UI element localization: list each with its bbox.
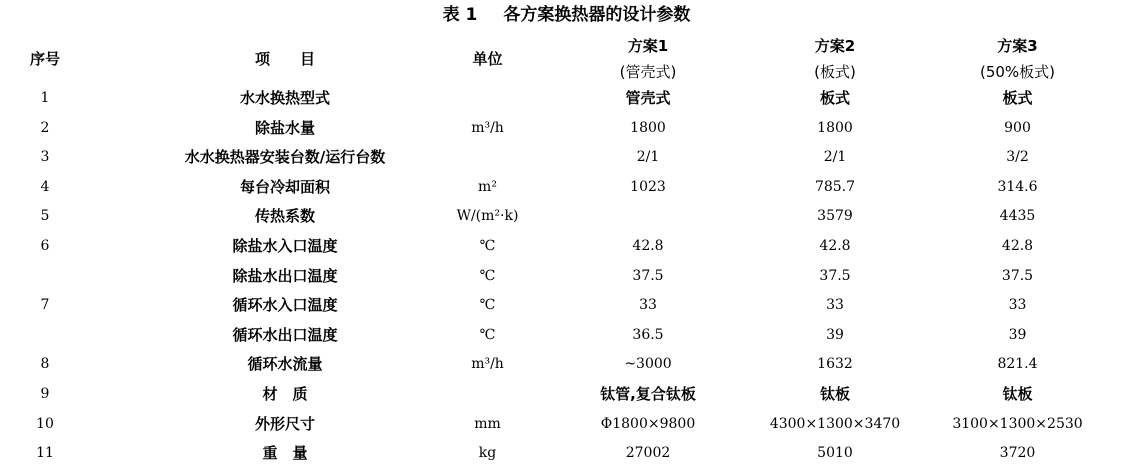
row-item: 传热系数 xyxy=(254,207,315,226)
row-item: 材 质 xyxy=(262,385,308,403)
header-plan1 xyxy=(573,32,723,86)
row-plan3-value: 42.8 xyxy=(1001,238,1034,254)
table-row xyxy=(0,380,1133,410)
row-unit: m² xyxy=(478,178,497,195)
header-unit xyxy=(420,32,555,86)
row-plan3-value: 821.4 xyxy=(997,356,1038,373)
row-plan3-value: 33 xyxy=(1008,297,1027,314)
row-plan3-value: 3720 xyxy=(999,445,1036,462)
row-plan1-value: 1800 xyxy=(630,119,666,136)
table-row xyxy=(0,350,1133,380)
row-number: 8 xyxy=(40,356,50,373)
row-unit xyxy=(420,380,555,410)
row-number: 7 xyxy=(40,297,50,314)
row-unit: m³/h xyxy=(471,356,504,373)
row-plan2-value: 2/1 xyxy=(823,149,847,166)
row-plan2-value: 33 xyxy=(826,297,844,314)
row-plan2-value: 板式 xyxy=(819,89,850,107)
row-plan2-value: 39 xyxy=(826,326,844,343)
row-unit: ℃ xyxy=(479,267,496,284)
row-plan3-value: 37.5 xyxy=(1001,267,1034,284)
row-plan3-value: 板式 xyxy=(1002,89,1033,107)
row-plan1-value: 36.5 xyxy=(632,326,664,343)
header-item-label: 项 目 xyxy=(254,50,315,68)
row-plan3-value: 314.6 xyxy=(997,178,1038,195)
row-plan1-value: 33 xyxy=(639,297,657,314)
row-plan2-value: 3579 xyxy=(817,208,853,225)
table-row xyxy=(0,114,1133,144)
row-unit: ℃ xyxy=(479,238,496,254)
row-plan1-value: 管壳式 xyxy=(625,89,671,107)
table-number: 表 1 xyxy=(442,5,478,25)
row-unit: W/(m²·k) xyxy=(456,208,519,225)
row-number: 5 xyxy=(40,208,50,225)
table-row xyxy=(0,232,1133,262)
row-unit xyxy=(420,84,555,114)
header-unit-label: 单位 xyxy=(472,50,503,68)
row-number: 10 xyxy=(36,415,54,432)
row-plan1-value: 37.5 xyxy=(632,267,664,284)
table-row xyxy=(0,291,1133,321)
row-number: 11 xyxy=(36,445,54,462)
table-row xyxy=(0,262,1133,292)
row-item: 除盐水量 xyxy=(254,118,315,137)
row-item: 每台冷却面积 xyxy=(239,177,330,196)
table-row xyxy=(0,143,1133,173)
row-plan1-value: ~3000 xyxy=(624,356,672,373)
row-plan1-value: 42.8 xyxy=(632,238,664,254)
row-number xyxy=(10,321,80,351)
row-unit: mm xyxy=(474,415,501,432)
row-item: 除盐水入口温度 xyxy=(232,237,338,255)
row-item: 循环水流量 xyxy=(247,355,323,374)
row-plan1-value: 2/1 xyxy=(636,149,660,166)
header-plan2-name: 方案2 xyxy=(814,37,856,55)
row-number: 1 xyxy=(40,90,50,106)
table-row xyxy=(0,202,1133,232)
table-row xyxy=(0,321,1133,351)
row-number xyxy=(10,262,80,292)
row-plan2-value: 4300×1300×3470 xyxy=(769,415,901,432)
table-row xyxy=(0,84,1133,114)
row-unit: ℃ xyxy=(479,297,496,314)
header-plan1-name: 方案1 xyxy=(627,37,669,55)
row-plan3-value: 钛板 xyxy=(1002,385,1033,403)
header-num xyxy=(10,32,80,86)
row-plan1-value xyxy=(573,202,723,232)
row-number: 2 xyxy=(40,119,50,136)
header-plan2 xyxy=(755,32,915,86)
row-plan1-value: 27002 xyxy=(625,445,671,462)
row-plan2-value: 785.7 xyxy=(814,178,856,195)
row-plan3-value: 3100×1300×2530 xyxy=(952,415,1083,432)
row-plan2-value: 37.5 xyxy=(819,267,851,284)
row-plan3-value: 3/2 xyxy=(1006,149,1029,166)
row-item: 水水换热型式 xyxy=(239,89,330,107)
row-item: 除盐水出口温度 xyxy=(232,266,338,285)
row-plan2-value: 42.8 xyxy=(819,238,851,254)
row-item: 外形尺寸 xyxy=(254,414,315,433)
header-plan3-name: 方案3 xyxy=(997,37,1038,55)
row-plan1-value: 1023 xyxy=(630,178,666,195)
header-plan2-sub: (板式) xyxy=(814,63,856,81)
row-item: 重 量 xyxy=(262,444,308,463)
row-plan1-value: 钛管,复合钛板 xyxy=(600,385,696,403)
row-plan3-value: 4435 xyxy=(999,208,1036,225)
row-item: 水水换热器安装台数/运行台数 xyxy=(184,148,386,167)
row-unit xyxy=(420,143,555,173)
row-number: 3 xyxy=(40,149,50,166)
row-number: 4 xyxy=(40,178,50,195)
row-plan2-value: 1632 xyxy=(817,356,853,373)
row-number: 9 xyxy=(40,386,50,402)
row-plan2-value: 5010 xyxy=(817,445,853,462)
row-plan3-value: 39 xyxy=(1008,326,1027,343)
row-item: 循环水出口温度 xyxy=(232,325,338,344)
header-num-label: 序号 xyxy=(29,50,60,68)
table-caption xyxy=(0,2,1133,28)
row-plan2-value: 1800 xyxy=(817,119,853,136)
row-plan3-value: 900 xyxy=(1004,119,1031,136)
row-number: 6 xyxy=(40,238,50,254)
header-plan3-sub: (50%板式) xyxy=(979,63,1056,81)
table-row xyxy=(0,439,1133,469)
row-plan2-value: 钛板 xyxy=(819,385,850,403)
row-unit: m³/h xyxy=(471,119,504,136)
header-item xyxy=(150,32,420,86)
row-unit: ℃ xyxy=(479,326,496,343)
header-plan3 xyxy=(935,32,1100,86)
row-unit: kg xyxy=(478,445,497,462)
table-row xyxy=(0,173,1133,203)
header-plan1-sub: (管壳式) xyxy=(619,63,677,81)
row-plan1-value: Φ1800×9800 xyxy=(600,415,696,432)
row-item: 循环水入口温度 xyxy=(232,296,338,315)
table-row xyxy=(0,410,1133,440)
table-title: 各方案换热器的设计参数 xyxy=(503,5,691,25)
